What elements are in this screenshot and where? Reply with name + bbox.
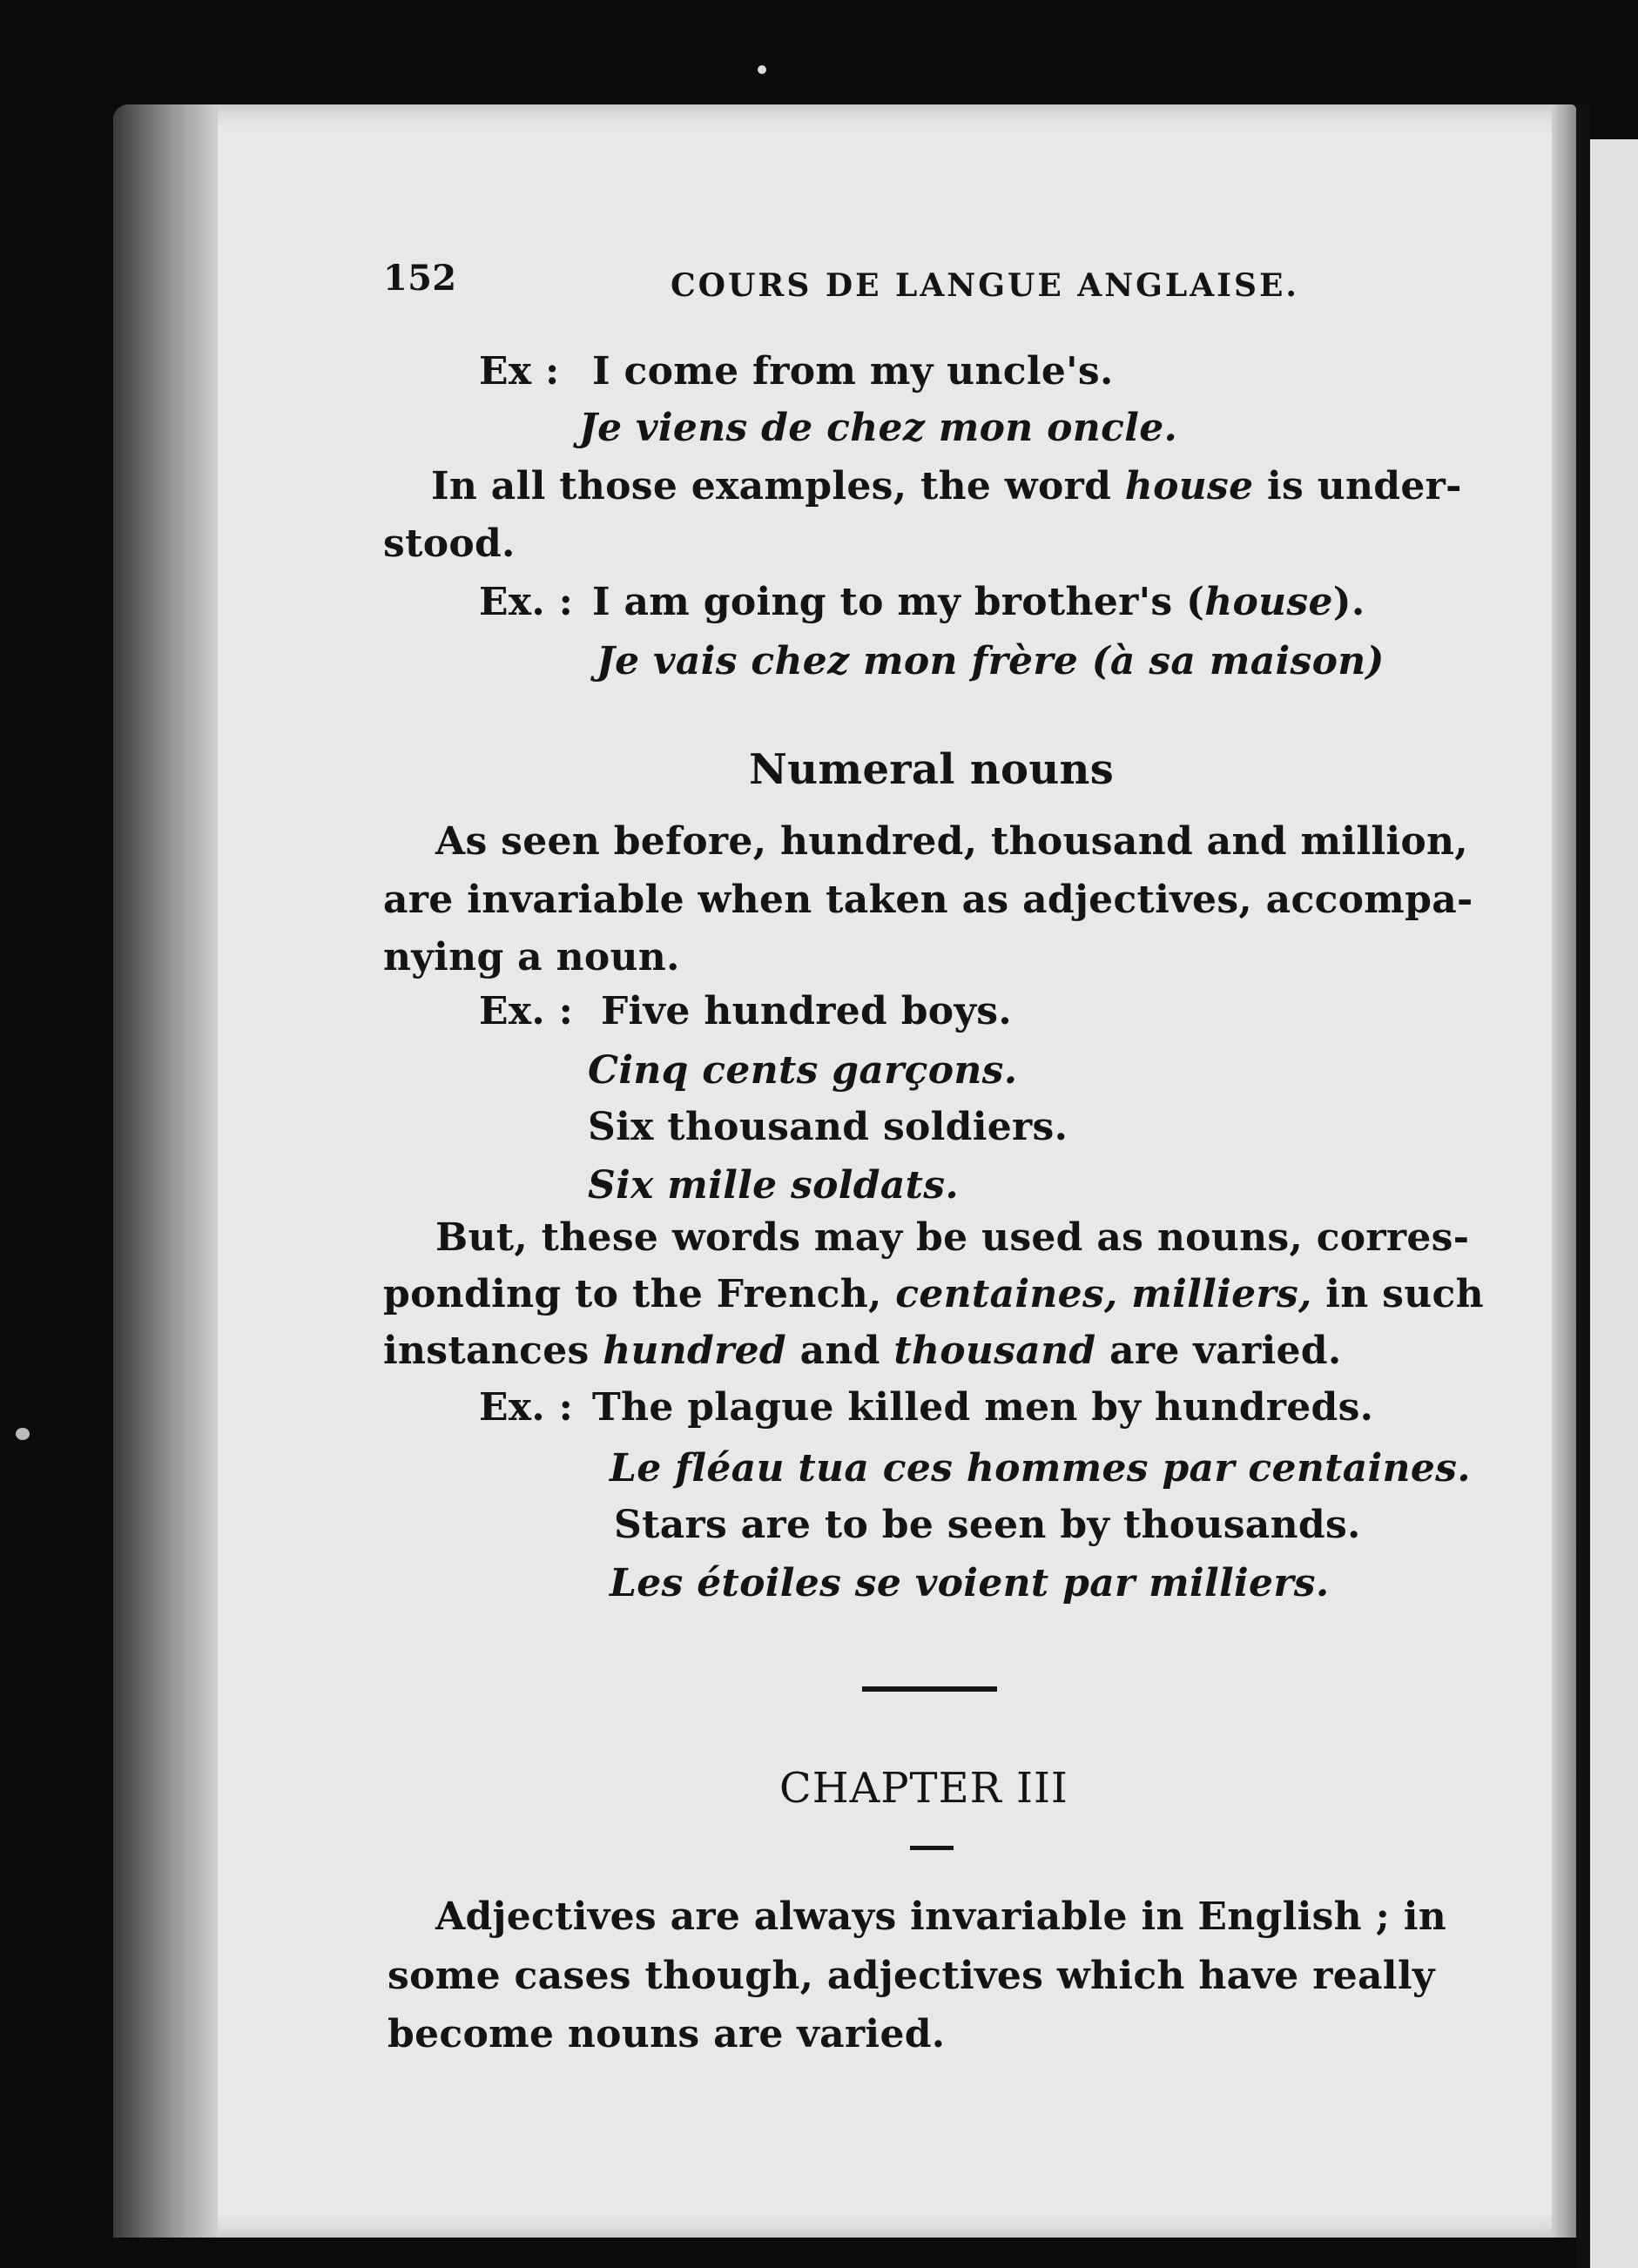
example-label: Ex. : <box>479 580 574 624</box>
adjacent-page <box>1590 139 1638 2268</box>
page-gutter <box>1576 104 1590 2268</box>
paragraph-line: nying a noun. <box>383 935 680 979</box>
paragraph-line: Adjectives are always invariable in English ; in <box>435 1894 1447 1939</box>
example-english: I come from my uncle's. <box>592 349 1114 394</box>
chapter-title: CHAPTER III <box>779 1764 1068 1813</box>
example-label: Ex. : <box>479 1385 574 1430</box>
example-english: The plague killed men by hundreds. <box>592 1385 1374 1430</box>
paragraph-line: stood. <box>383 522 516 566</box>
paragraph-line: ponding to the French, centaines, milliers, in such <box>383 1272 1484 1316</box>
paragraph-line: But, these words may be used as nouns, corres- <box>435 1215 1470 1260</box>
paragraph-line: instances hundred and thousand are varied. <box>383 1329 1342 1373</box>
running-title: COURS DE LANGUE ANGLAISE. <box>671 267 1299 304</box>
example-label: Ex. : <box>479 989 574 1033</box>
example-french: Je vais chez mon frère (à sa maison) <box>597 639 1385 683</box>
paragraph-line: are invariable when taken as adjectives, accompa- <box>383 878 1473 922</box>
page-edge <box>1552 104 1576 2238</box>
page-binding <box>113 104 218 2238</box>
section-rule <box>862 1686 997 1692</box>
paragraph-line: some cases though, adjectives which have really <box>388 1954 1435 1998</box>
page-number: 152 <box>383 258 457 299</box>
paragraph-line: As seen before, hundred, thousand and million, <box>435 819 1468 864</box>
paragraph-line: In all those examples, the word house is under- <box>431 464 1462 508</box>
example-french: Cinq cents garçons. <box>588 1048 1018 1093</box>
example-label: Ex : <box>479 349 560 394</box>
example-french: Je viens de chez mon oncle. <box>579 406 1178 450</box>
example-english: Five hundred boys. <box>601 989 1012 1033</box>
example-french: Le fléau tua ces hommes par centaines. <box>610 1446 1471 1491</box>
example-french: Les étoiles se voient par milliers. <box>610 1561 1330 1605</box>
dust-speck <box>16 1428 30 1440</box>
example-french: Six mille soldats. <box>588 1163 959 1208</box>
section-heading: Numeral nouns <box>749 745 1115 794</box>
example-english: Stars are to be seen by thousands. <box>614 1503 1361 1547</box>
dust-speck <box>758 65 766 74</box>
paragraph-line: become nouns are varied. <box>388 2012 946 2056</box>
example-english: I am going to my brother's (house). <box>592 580 1365 624</box>
chapter-rule <box>910 1846 954 1850</box>
example-english: Six thousand soldiers. <box>588 1105 1068 1149</box>
